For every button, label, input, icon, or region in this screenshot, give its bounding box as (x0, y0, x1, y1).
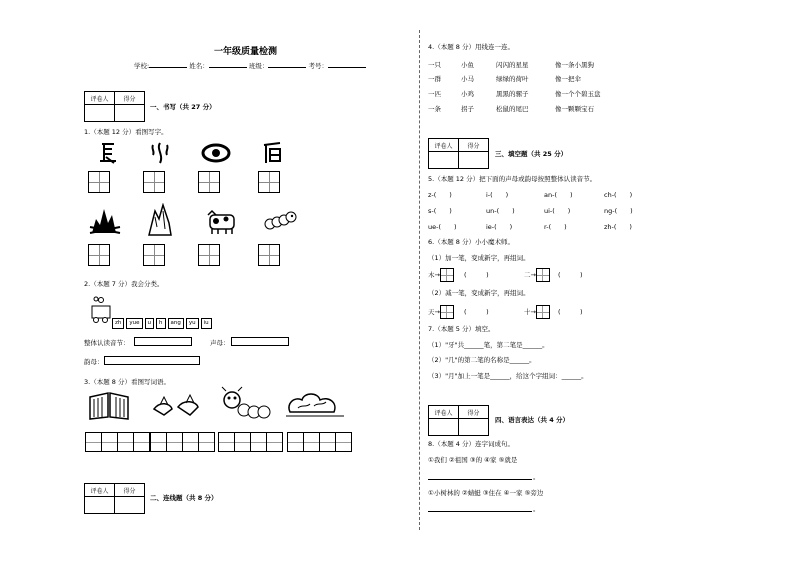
whole-syllable-boxes[interactable] (134, 337, 192, 346)
syllable-car: ang (168, 318, 184, 329)
writing-grid[interactable] (88, 244, 110, 266)
grader-label: 评卷人 (429, 406, 459, 419)
word-writing-cells[interactable] (86, 432, 150, 452)
question-5: 5.（本题 12 分）把下面的声母或韵母按照整体认读音节。 (428, 175, 597, 183)
exam-no-blank (328, 67, 366, 68)
word-writing-cells[interactable] (151, 432, 215, 452)
magic-row: 木→ ( ) 二→ ( ) (428, 268, 489, 282)
word-writing-cells[interactable] (219, 432, 283, 452)
syllable-car: zh (112, 318, 124, 329)
grader-label: 评卷人 (85, 92, 115, 105)
final-boxes[interactable] (104, 356, 200, 365)
word-writing-cells[interactable] (288, 432, 352, 452)
question-7: 7.（本题 5 分）填空。 (428, 325, 495, 333)
syllable-car: h (156, 318, 166, 329)
question-6-part1: （1）加一笔，变成新字，再组词。 (428, 254, 530, 262)
name-blank (209, 67, 247, 68)
section1-heading: 一、书写（共 27 分） (150, 103, 216, 111)
section3-heading: 三、填空题（共 25 分） (495, 150, 568, 158)
question-7-part2: （2）"几"的第二笔的名称是______。 (428, 356, 536, 364)
score-label: 得分 (115, 484, 145, 497)
writing-grid[interactable] (198, 244, 220, 266)
question-3: 3.（本题 8 分）看图写词语。 (84, 378, 170, 386)
exam-no-label: 考号： (308, 62, 328, 70)
score-label: 得分 (115, 92, 145, 105)
score-table-1 (84, 91, 145, 122)
writing-grid[interactable] (258, 244, 280, 266)
sentence-words-1: ①我们 ②祖国 ③的 ④家 ⑤就是 (428, 456, 518, 464)
mu-label: 木→ (428, 271, 440, 279)
writing-grid[interactable] (198, 171, 220, 193)
writing-grid[interactable] (258, 171, 280, 193)
clouds-picture-icon (284, 388, 346, 422)
grader-label: 评卷人 (429, 139, 459, 152)
char-box[interactable] (536, 268, 550, 282)
page-divider (419, 30, 420, 530)
char-box[interactable] (440, 268, 454, 282)
train-engine-icon (90, 296, 112, 324)
char-box[interactable] (536, 305, 550, 319)
score-label: 得分 (459, 139, 489, 152)
writing-grid[interactable] (143, 171, 165, 193)
tian-label: 天→ (428, 308, 440, 316)
question-8: 8.（本题 4 分）连字词成句。 (428, 440, 514, 448)
train-syllables (112, 309, 214, 329)
caterpillar-picture-icon (264, 208, 298, 232)
school-blank (149, 67, 187, 68)
student-info-line (134, 62, 366, 70)
initial-label: 声母： (210, 339, 230, 347)
class-blank (268, 67, 306, 68)
question-7-part3: （3）"月"加上一笔是______，给这个字组词：______。 (428, 372, 588, 380)
cow-picture-icon (204, 207, 238, 235)
shi-label: 十→ (524, 308, 536, 316)
question-7-part1: （1）"牙"共______笔，第二笔是______。 (428, 341, 549, 349)
whole-syllable-label: 整体认读音节： (84, 339, 130, 347)
syllable-car: yue (126, 318, 142, 329)
question-6-part2: （2）减一笔，变成新字，再组词。 (428, 289, 530, 297)
score-table-3 (428, 138, 489, 169)
name-label: 姓名： (189, 62, 209, 70)
magic-row: 天→ ( ) 十→ ( ) (428, 305, 489, 319)
mountain-picture-icon (145, 203, 175, 237)
horse-pictograph-icon (96, 141, 120, 165)
question-4: 4.（本题 8 分）用线连一连。 (428, 43, 514, 51)
sentence-words-2: ①小树林的 ②蜻蜓 ③住在 ④一家 ⑤旁边 (428, 489, 544, 497)
page-title: 一年级质量检测 (214, 47, 278, 57)
eye-pictograph-icon (200, 141, 232, 165)
answer-line[interactable] (428, 479, 532, 480)
syllable-car: iu (201, 318, 212, 329)
fire-picture-icon (88, 205, 122, 235)
school-label: 学校: (134, 62, 150, 70)
question-1: 1.（本题 12 分）看图写字。 (84, 128, 168, 136)
question-2: 2.（本题 7 分）我会分类。 (84, 280, 164, 288)
water-pictograph-icon (148, 141, 172, 165)
final-label: 韵母： (84, 358, 104, 366)
book-picture-icon (88, 391, 130, 421)
class-label: 班级： (248, 62, 269, 70)
field-pictograph-icon (260, 141, 284, 165)
er-label: 二→ (524, 271, 536, 279)
score-table-4 (428, 405, 489, 436)
syllable-car: u (145, 318, 155, 329)
section2-heading: 二、连线题（共 8 分） (150, 494, 218, 502)
writing-grid[interactable] (143, 244, 165, 266)
section4-heading: 四、语言表达（共 4 分） (495, 416, 570, 424)
grader-label: 评卷人 (85, 484, 115, 497)
initial-boxes[interactable] (231, 337, 289, 346)
answer-line[interactable] (428, 511, 532, 512)
birds-picture-icon (150, 393, 202, 421)
char-box[interactable] (440, 305, 454, 319)
score-label: 得分 (459, 406, 489, 419)
question-6: 6.（本题 8 分）小小魔术师。 (428, 238, 514, 246)
score-table-2 (84, 483, 145, 514)
writing-grid[interactable] (88, 171, 110, 193)
caterpillar-picture-icon (218, 386, 274, 420)
syllable-car: yu (186, 318, 199, 329)
